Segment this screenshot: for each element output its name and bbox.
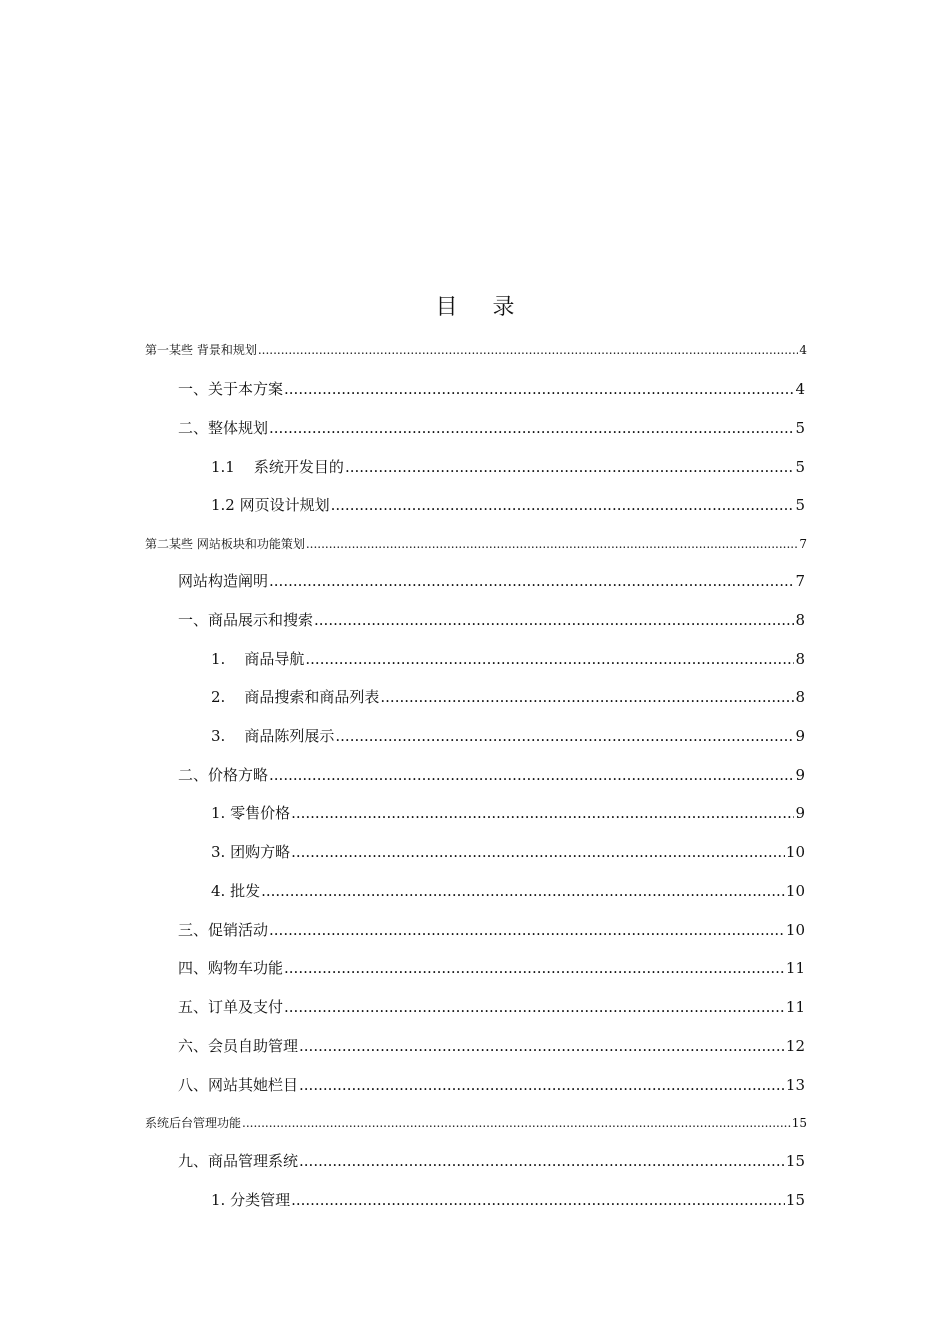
- toc-entry-page: 5: [795, 419, 805, 437]
- toc-entry[interactable]: [178, 996, 805, 1017]
- toc-leader-dots: [314, 611, 794, 629]
- toc-entry-label: 第二某些 网站板块和功能策划: [145, 537, 305, 551]
- toc-entry-page: 9: [795, 727, 805, 745]
- toc-entry-label: 1.1 系统开发目的: [211, 458, 344, 476]
- toc-entry-page: 15: [785, 1191, 805, 1209]
- toc-entry-label: 1. 零售价格: [211, 804, 291, 822]
- toc-entry[interactable]: [211, 1189, 805, 1210]
- toc-entry-page: 4: [799, 343, 807, 357]
- toc-entry[interactable]: [211, 802, 805, 823]
- toc-entry[interactable]: [145, 1114, 807, 1131]
- toc-entry-label: 六、会员自助管理: [178, 1037, 299, 1055]
- toc-entry-page: 9: [795, 804, 805, 822]
- toc-entry[interactable]: [211, 494, 805, 515]
- toc-leader-dots: [299, 1152, 785, 1170]
- toc-entry-page: 7: [799, 537, 807, 551]
- toc-entry-label: 2. 商品搜索和商品列表: [211, 688, 380, 706]
- toc-entry-page: 7: [795, 572, 805, 590]
- toc-leader-dots: [305, 650, 794, 668]
- toc-leader-dots: [380, 688, 794, 706]
- toc-entry-label: 一、关于本方案: [178, 380, 284, 398]
- toc-entry-label: 四、购物车功能: [178, 959, 284, 977]
- toc-entry-label: 二、整体规划: [178, 419, 269, 437]
- toc-leader-dots: [242, 1116, 791, 1130]
- toc-entry-label: 4. 批发: [211, 882, 261, 900]
- toc-entry-page: 11: [785, 959, 805, 977]
- toc-entry-page: 12: [785, 1037, 805, 1055]
- toc-entry[interactable]: [211, 686, 805, 707]
- toc-entry-label: 3. 商品陈列展示: [211, 727, 335, 745]
- toc-entry[interactable]: [178, 1035, 805, 1056]
- toc-entry-page: 5: [795, 496, 805, 514]
- toc-entry[interactable]: [178, 957, 805, 978]
- toc-leader-dots: [258, 343, 799, 357]
- toc-entry-page: 11: [785, 998, 805, 1016]
- toc-entry-page: 4: [795, 380, 805, 398]
- toc-entry[interactable]: [178, 1150, 805, 1171]
- toc-entry-label: 二、价格方略: [178, 766, 269, 784]
- toc-leader-dots: [284, 959, 785, 977]
- toc-entry[interactable]: [178, 764, 805, 785]
- toc-leader-dots: [261, 882, 785, 900]
- toc-entry-label: 八、网站其她栏目: [178, 1076, 299, 1094]
- toc-entry-label: 3. 团购方略: [211, 843, 291, 861]
- toc-entry-label: 第一某些 背景和规划: [145, 343, 257, 357]
- toc-leader-dots: [345, 458, 795, 476]
- toc-leader-dots: [291, 843, 785, 861]
- toc-entry[interactable]: [145, 535, 807, 552]
- toc-entry[interactable]: [211, 841, 805, 862]
- toc-entry-label: 系统后台管理功能: [145, 1116, 242, 1130]
- toc-entry-label: 九、商品管理系统: [178, 1152, 299, 1170]
- toc-entry[interactable]: [178, 609, 805, 630]
- toc-entry[interactable]: [178, 919, 805, 940]
- toc-entry[interactable]: [145, 341, 807, 358]
- toc-entry-page: 5: [795, 458, 805, 476]
- toc-entry[interactable]: [178, 570, 805, 591]
- toc-entry[interactable]: [178, 417, 805, 438]
- toc-leader-dots: [331, 496, 795, 514]
- toc-leader-dots: [269, 921, 785, 939]
- toc-leader-dots: [269, 419, 794, 437]
- toc-leader-dots: [335, 727, 794, 745]
- toc-entry-page: 8: [795, 611, 805, 629]
- toc-leader-dots: [284, 998, 785, 1016]
- toc-entry-page: 15: [791, 1116, 807, 1130]
- toc-entry-page: 8: [795, 650, 805, 668]
- toc-entry-page: 10: [785, 843, 805, 861]
- toc-entry-label: 一、商品展示和搜索: [178, 611, 314, 629]
- toc-entry-label: 1. 分类管理: [211, 1191, 291, 1209]
- toc-entry-label: 网站构造阐明: [178, 572, 269, 590]
- toc-entry[interactable]: [178, 1074, 805, 1095]
- toc-entry-label: 1. 商品导航: [211, 650, 305, 668]
- toc-leader-dots: [284, 380, 794, 398]
- toc-entry-page: 15: [785, 1152, 805, 1170]
- toc-entry-page: 10: [785, 921, 805, 939]
- toc-leader-dots: [306, 537, 799, 551]
- toc-leader-dots: [269, 766, 794, 784]
- toc-title: 目 录: [435, 295, 529, 320]
- toc-entry[interactable]: [211, 880, 805, 901]
- toc-entry-label: 三、促销活动: [178, 921, 269, 939]
- toc-leader-dots: [291, 1191, 785, 1209]
- toc-entry-label: 五、订单及支付: [178, 998, 284, 1016]
- toc-leader-dots: [269, 572, 794, 590]
- toc-entry[interactable]: [178, 378, 805, 399]
- toc-entry[interactable]: [211, 648, 805, 669]
- toc-leader-dots: [299, 1037, 785, 1055]
- toc-entry[interactable]: [211, 725, 805, 746]
- toc-entry-page: 13: [785, 1076, 805, 1094]
- toc-entry-page: 8: [795, 688, 805, 706]
- toc-entry[interactable]: [211, 456, 805, 477]
- toc-entry-page: 9: [795, 766, 805, 784]
- toc-leader-dots: [299, 1076, 785, 1094]
- toc-entry-page: 10: [785, 882, 805, 900]
- toc-leader-dots: [291, 804, 794, 822]
- toc-entry-label: 1.2 网页设计规划: [211, 496, 330, 514]
